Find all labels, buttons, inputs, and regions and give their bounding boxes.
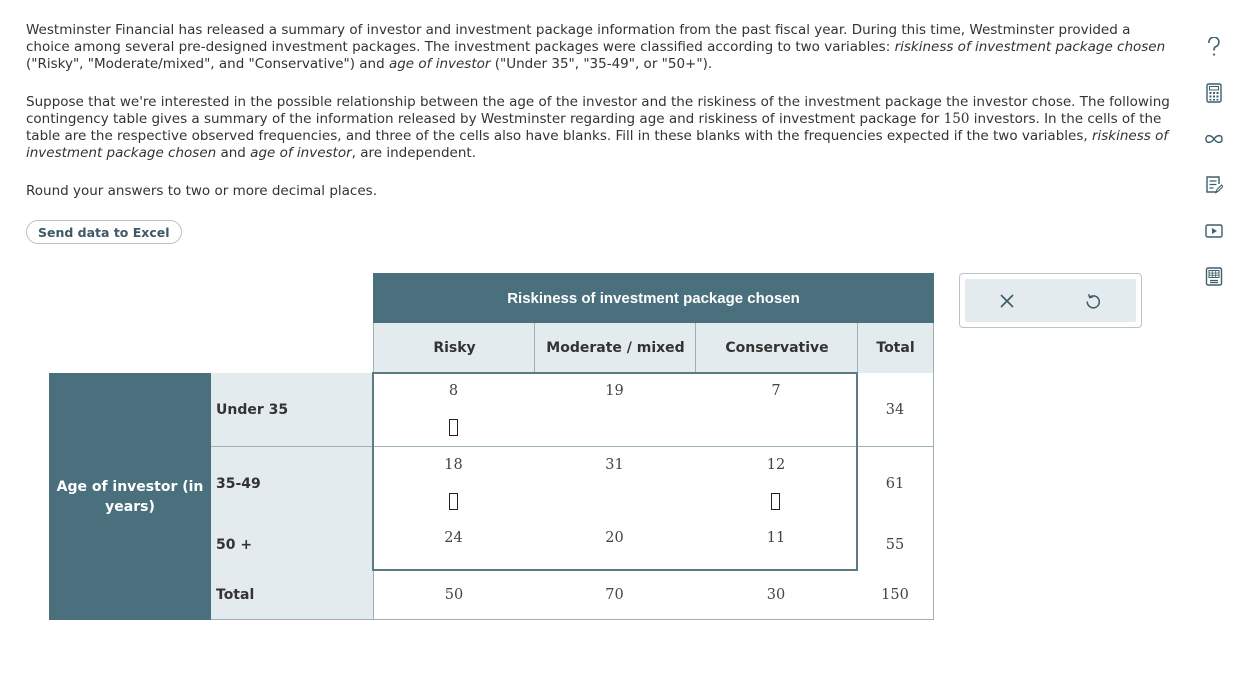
cell-under35-conservative (695, 373, 858, 447)
observed-frequency: 8 (448, 383, 459, 399)
expected-frequency-input[interactable] (449, 419, 458, 436)
intro-text: Westminster Financial has released a summary of investor and investment package information from the past fiscal year. During this time, Westminster provided a choice among several pre-designed investment packages. The investment packages were classified according to two variables: (26, 22, 1131, 55)
observed-frequency: 31 (605, 457, 624, 473)
cell-50plus-moderate (534, 520, 696, 571)
answer-tools-panel (959, 273, 1142, 328)
problem-intro-paragraph (26, 22, 1171, 73)
rounding-instruction: Round your answers to two or more decimal places. (26, 183, 377, 199)
problem-question-paragraph (26, 94, 1171, 162)
calculator-icon[interactable] (1199, 78, 1229, 108)
expected-frequency-input[interactable] (449, 493, 458, 510)
question-text: investors. In the cells of the table are the respective observed frequencies, and three of the cells also have blanks. Fill in these blanks with the frequencies expected if the two variables, (26, 111, 1162, 144)
clear-button[interactable] (967, 279, 1047, 322)
infinity-icon[interactable] (1199, 124, 1229, 154)
question-text: , are independent. (351, 145, 476, 161)
data-table-icon[interactable] (1199, 262, 1229, 292)
variable-name: age of investor (388, 56, 491, 72)
send-data-to-excel-button[interactable]: Send data to Excel (26, 220, 182, 244)
close-icon (1000, 294, 1014, 308)
undo-icon (1085, 293, 1101, 309)
observed-frequency: 24 (444, 530, 463, 546)
undo-button[interactable] (1053, 279, 1133, 322)
row-header-35-49: 35-49 (211, 447, 373, 521)
row-header-under-35: Under 35 (211, 373, 373, 447)
column-header-moderate: Moderate / mixed (534, 323, 696, 374)
question-text: and (216, 145, 251, 161)
row-group-header: Age of investor (in years) (49, 373, 211, 620)
cell-50plus-conservative (695, 520, 858, 571)
question-text: Suppose that we're interested in the possible relationship between the age of the investor and the riskiness of the investment package the investor chose. The following contingency table gives a summary of the information released by Westminster regarding age and riskiness of investment package for (26, 94, 1170, 127)
row-header-total: Total (211, 570, 373, 620)
column-total-conservative: 30 (695, 570, 858, 620)
variable-name: riskiness of investment package chosen (26, 128, 1169, 161)
cell-35-49-risky (373, 447, 535, 521)
investor-count: 150 (943, 111, 970, 127)
variable-name: age of investor (250, 145, 352, 161)
answer-tools-bar (965, 279, 1136, 322)
cell-35-49-moderate (534, 447, 696, 521)
observed-frequency: 7 (771, 383, 781, 399)
notes-icon[interactable] (1199, 170, 1229, 200)
intro-text: ("Risky", "Moderate/mixed", and "Conservative") and (26, 56, 389, 72)
column-header-risky: Risky (373, 323, 535, 374)
cell-under35-risky (373, 373, 535, 447)
column-header-conservative: Conservative (695, 323, 858, 374)
intro-text: ("Under 35", "35-49", or "50+"). (490, 56, 713, 72)
column-total-risky: 50 (373, 570, 535, 620)
expected-frequency-input[interactable] (771, 493, 780, 510)
column-total-moderate: 70 (534, 570, 696, 620)
observed-frequency: 12 (766, 457, 786, 473)
observed-frequency: 18 (444, 457, 463, 473)
observed-frequency: 19 (605, 383, 624, 399)
video-icon[interactable] (1199, 216, 1229, 246)
row-total-under35: 34 (857, 373, 934, 447)
cell-35-49-conservative (695, 447, 858, 521)
help-icon[interactable] (1199, 32, 1229, 62)
column-header-total: Total (857, 323, 934, 374)
row-total-35-49: 61 (857, 447, 934, 521)
observed-frequency: 20 (605, 530, 624, 546)
row-header-50-plus: 50 + (211, 520, 373, 571)
cell-under35-moderate (534, 373, 696, 447)
observed-frequency: 11 (766, 530, 786, 546)
column-group-header: Riskiness of investment package chosen (373, 273, 934, 323)
row-total-50plus: 55 (857, 520, 934, 571)
variable-name: riskiness of investment package chosen (894, 39, 1166, 55)
cell-50plus-risky (373, 520, 535, 571)
grand-total: 150 (857, 570, 934, 620)
